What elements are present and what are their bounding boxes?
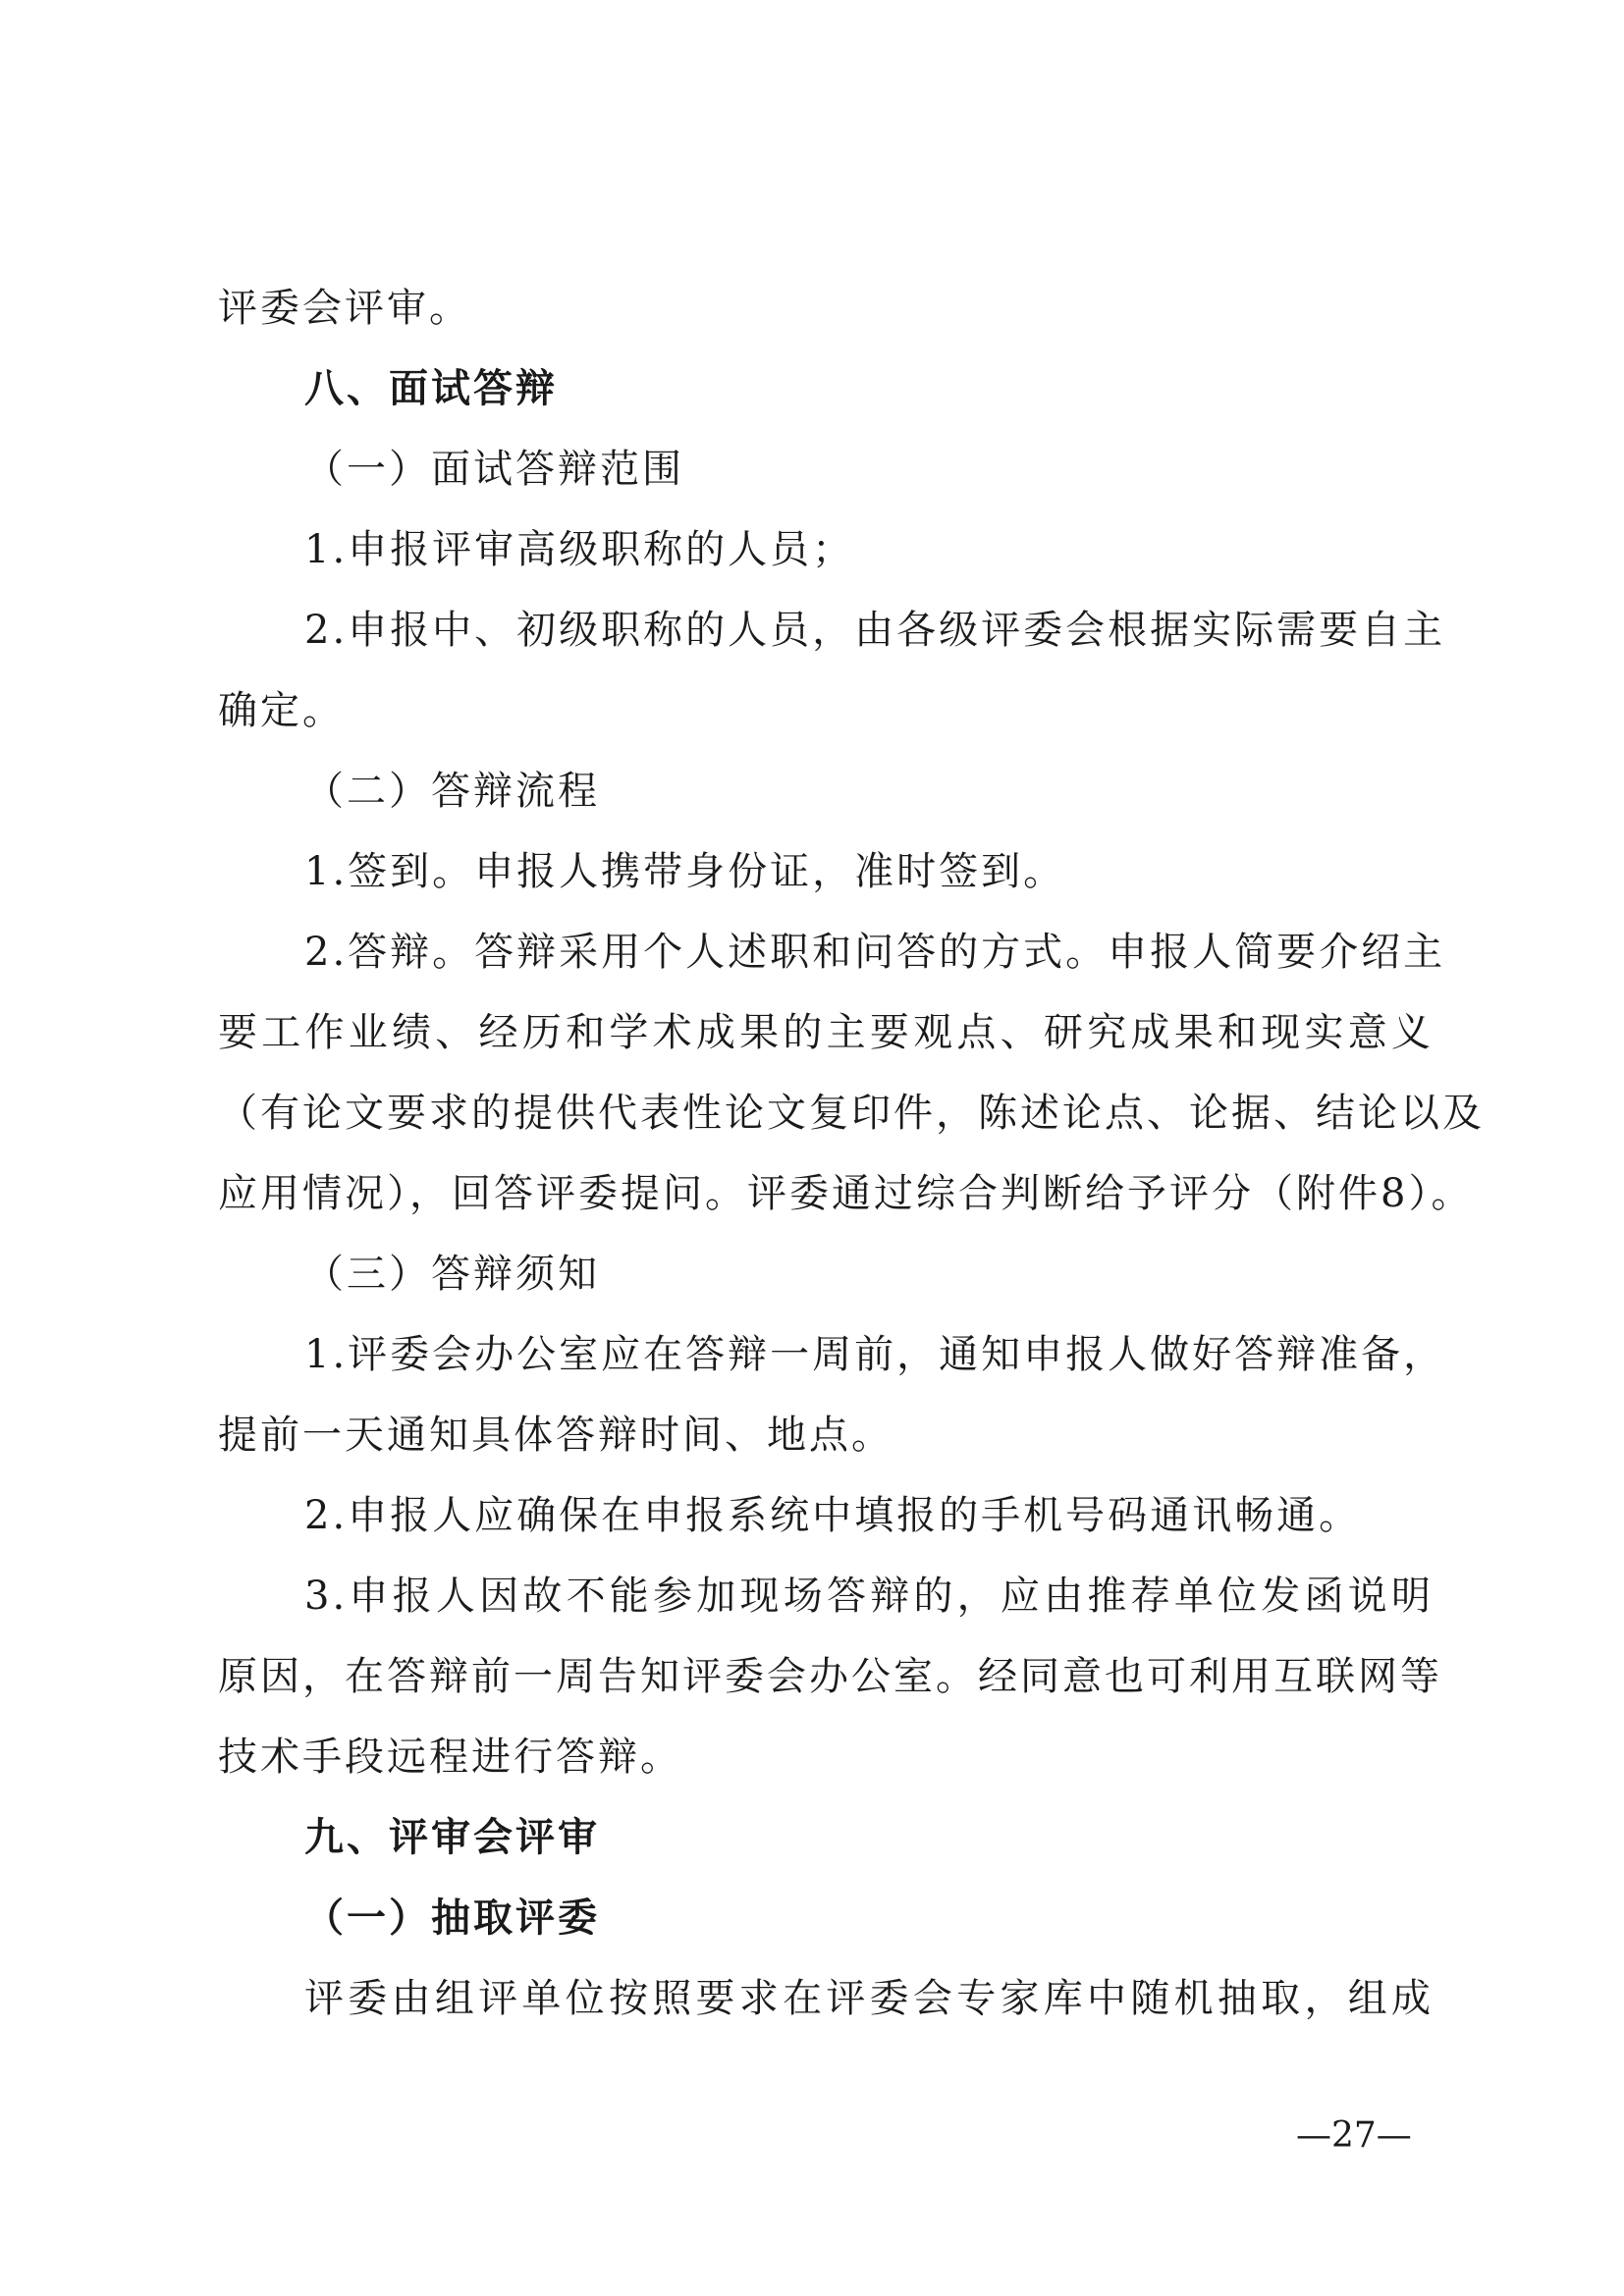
- list-item-continuation: 确定。: [218, 688, 345, 733]
- list-item-continuation: 提前一天通知具体答辩时间、地点。: [218, 1413, 893, 1458]
- subsection-heading-1: （一）抽取评委: [304, 1896, 600, 1941]
- list-item-continuation: 要工作业绩、经历和学术成果的主要观点、研究成果和现实意义: [218, 1010, 1434, 1055]
- list-item: 3.申报人因故不能参加现场答辩的，应由推荐单位发函说明: [304, 1574, 1434, 1619]
- list-item-continuation: 应用情况），回答评委提问。评委通过综合判断给予评分（附件8）。: [218, 1171, 1474, 1216]
- list-item-continuation: 原因，在答辩前一周告知评委会办公室。经同意也可利用互联网等: [218, 1654, 1442, 1699]
- list-item: 1.申报评审高级职称的人员；: [304, 527, 855, 572]
- list-item-continuation: 技术手段远程进行答辩。: [218, 1735, 682, 1780]
- list-item: 2.答辩。答辩采用个人述职和问答的方式。申报人简要介绍主: [304, 930, 1446, 975]
- list-item: 2.申报中、初级职称的人员，由各级评委会根据实际需要自主: [304, 608, 1446, 653]
- subsection-heading-2: （二）答辩流程: [304, 769, 600, 814]
- section-heading-8: 八、面试答辩: [304, 366, 558, 411]
- list-item: 2.申报人应确保在申报系统中填报的手机号码通讯畅通。: [304, 1493, 1362, 1538]
- section-heading-9: 九、评审会评审: [304, 1815, 600, 1860]
- paragraph: 评委由组评单位按照要求在评委会专家库中随机抽取，组成: [304, 1976, 1434, 2021]
- subsection-heading-3: （三）答辩须知: [304, 1252, 600, 1297]
- paragraph-continuation: 评委会评审。: [218, 286, 471, 331]
- page-number: —27—: [1296, 2115, 1412, 2156]
- subsection-heading-1: （一）面试答辩范围: [304, 447, 684, 492]
- list-item: 1.评委会办公室应在答辩一周前，通知申报人做好答辩准备，: [304, 1332, 1446, 1377]
- list-item: 1.签到。申报人携带身份证，准时签到。: [304, 849, 1066, 894]
- list-item-continuation: （有论文要求的提供代表性论文复印件，陈述论点、论据、结论以及: [218, 1091, 1485, 1136]
